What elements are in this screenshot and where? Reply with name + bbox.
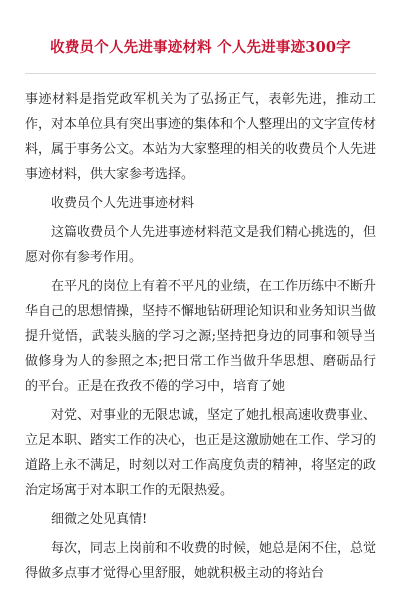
title-divider xyxy=(25,73,376,74)
paragraph-intro: 事迹材料是指党政军机关为了弘扬正气，表彰先进，推动工作，对本单位具有突出事迹的集体和个人整理出的文字宣传材料，属于事务公文。本站为大家整理的相关的收费员个人先进事迹材料，供大家参考选择。 xyxy=(25,92,377,182)
paragraph-selection-note: 这篇收费员个人先进事迹材料范文是我们精心挑选的，但愿对你有参考作用。 xyxy=(25,225,377,265)
paragraph-subheading: 收费员个人先进事迹材料 xyxy=(51,196,195,211)
paragraph-every-time: 每次，同志上岗前和不收费的时候，她总是闲不住，总觉得做多点事才觉得心里舒服，她就积极主动的将站台 xyxy=(25,541,377,581)
paragraph-details: 细微之处见真情! xyxy=(51,512,148,527)
paragraph-loyalty: 对党、对事业的无限忠诚，坚定了她扎根高速收费事业、立足本职、踏实工作的决心，也正是这激励她在工作、学习的道路上永不满足，时刻以对工作高度负责的精神，将坚定的政治定场寓于对本职工作的无限热爱。 xyxy=(25,408,377,498)
article-title: 收费员个人先进事迹材料 个人先进事迹300字 xyxy=(50,39,351,56)
paragraph-ordinary-post: 在平凡的岗位上有着不平凡的业绩，在工作历练中不断升华自己的思想情操，坚持不懈地钻研理论知识和业务知识当做提升觉悟，武装头脑的学习之源;坚持把身边的同事和领导当做修身为人的参照之本;把日常工作当做升华思想、磨砺品行的平台。正是在孜孜不倦的学习中，培育了她 xyxy=(25,279,377,394)
article-body xyxy=(25,87,376,586)
